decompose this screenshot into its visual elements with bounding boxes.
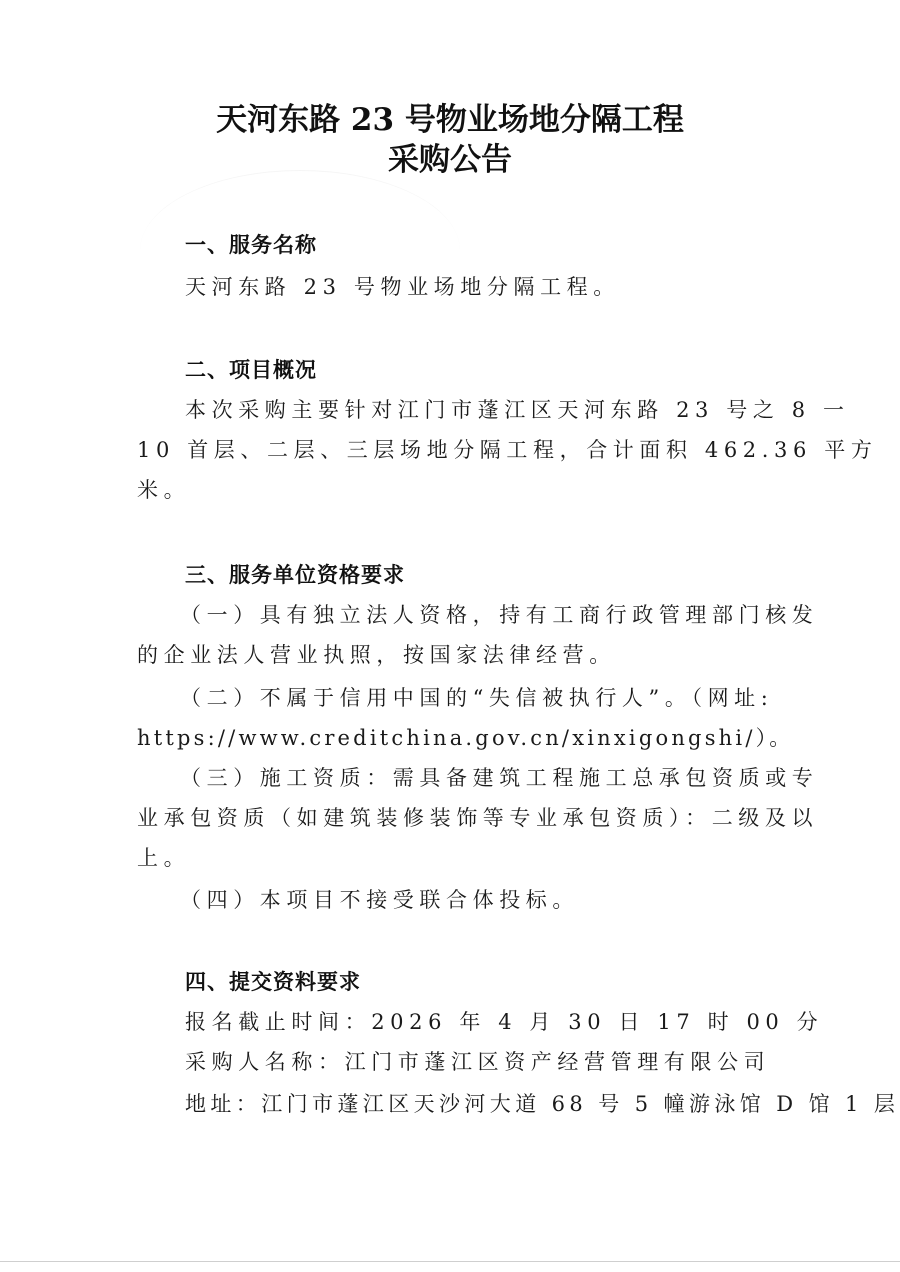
purchaser-line: 采购人名称：江门市蓬江区资产经营管理有限公司 xyxy=(185,1050,771,1074)
section-3-line-8: （四）本项目不接受联合体投标。 xyxy=(180,888,579,912)
section-3-line-5: （三）施工资质：需具备建筑工程施工总承包资质或专 xyxy=(180,766,819,790)
document-title-line2: 采购公告 xyxy=(388,142,512,178)
section-2-line-2: 10 首层、二层、三层场地分隔工程，合计面积 462.36 平方 xyxy=(137,438,878,462)
section-3-line-3: （二）不属于信用中国的“失信被执行人”。（网址: xyxy=(180,686,774,710)
section-4-heading: 四、提交资料要求 xyxy=(185,970,361,994)
section-3-line-7: 上。 xyxy=(137,846,191,870)
section-3-url-line: https://www.creditchina.gov.cn/xinxigongshi/）。 xyxy=(137,726,794,750)
page-bottom-edge xyxy=(0,1261,900,1262)
section-3-line-2: 的企业法人营业执照，按国家法律经营。 xyxy=(137,643,616,667)
section-2-heading: 二、项目概况 xyxy=(185,358,317,382)
section-2-line-1: 本次采购主要针对江门市蓬江区天河东路 23 号之 8 一 xyxy=(185,398,850,422)
section-1-line-1: 天河东路 23 号物业场地分隔工程。 xyxy=(185,275,620,299)
section-2-line-3: 米。 xyxy=(137,478,191,502)
section-3-heading: 三、服务单位资格要求 xyxy=(185,563,405,587)
deadline-line: 报名截止时间：2026 年 4 月 30 日 17 时 00 分 xyxy=(185,1010,824,1034)
section-3-line-1: （一）具有独立法人资格，持有工商行政管理部门核发 xyxy=(180,603,819,627)
address-line: 地址：江门市蓬江区天沙河大道 68 号 5 幢游泳馆 D 馆 1 层 xyxy=(185,1092,900,1116)
document-title-line1: 天河东路 23 号物业场地分隔工程 xyxy=(216,102,684,138)
section-3-line-6: 业承包资质（如建筑装修装饰等专业承包资质）：二级及以 xyxy=(137,806,819,830)
section-1-heading: 一、服务名称 xyxy=(185,233,317,257)
